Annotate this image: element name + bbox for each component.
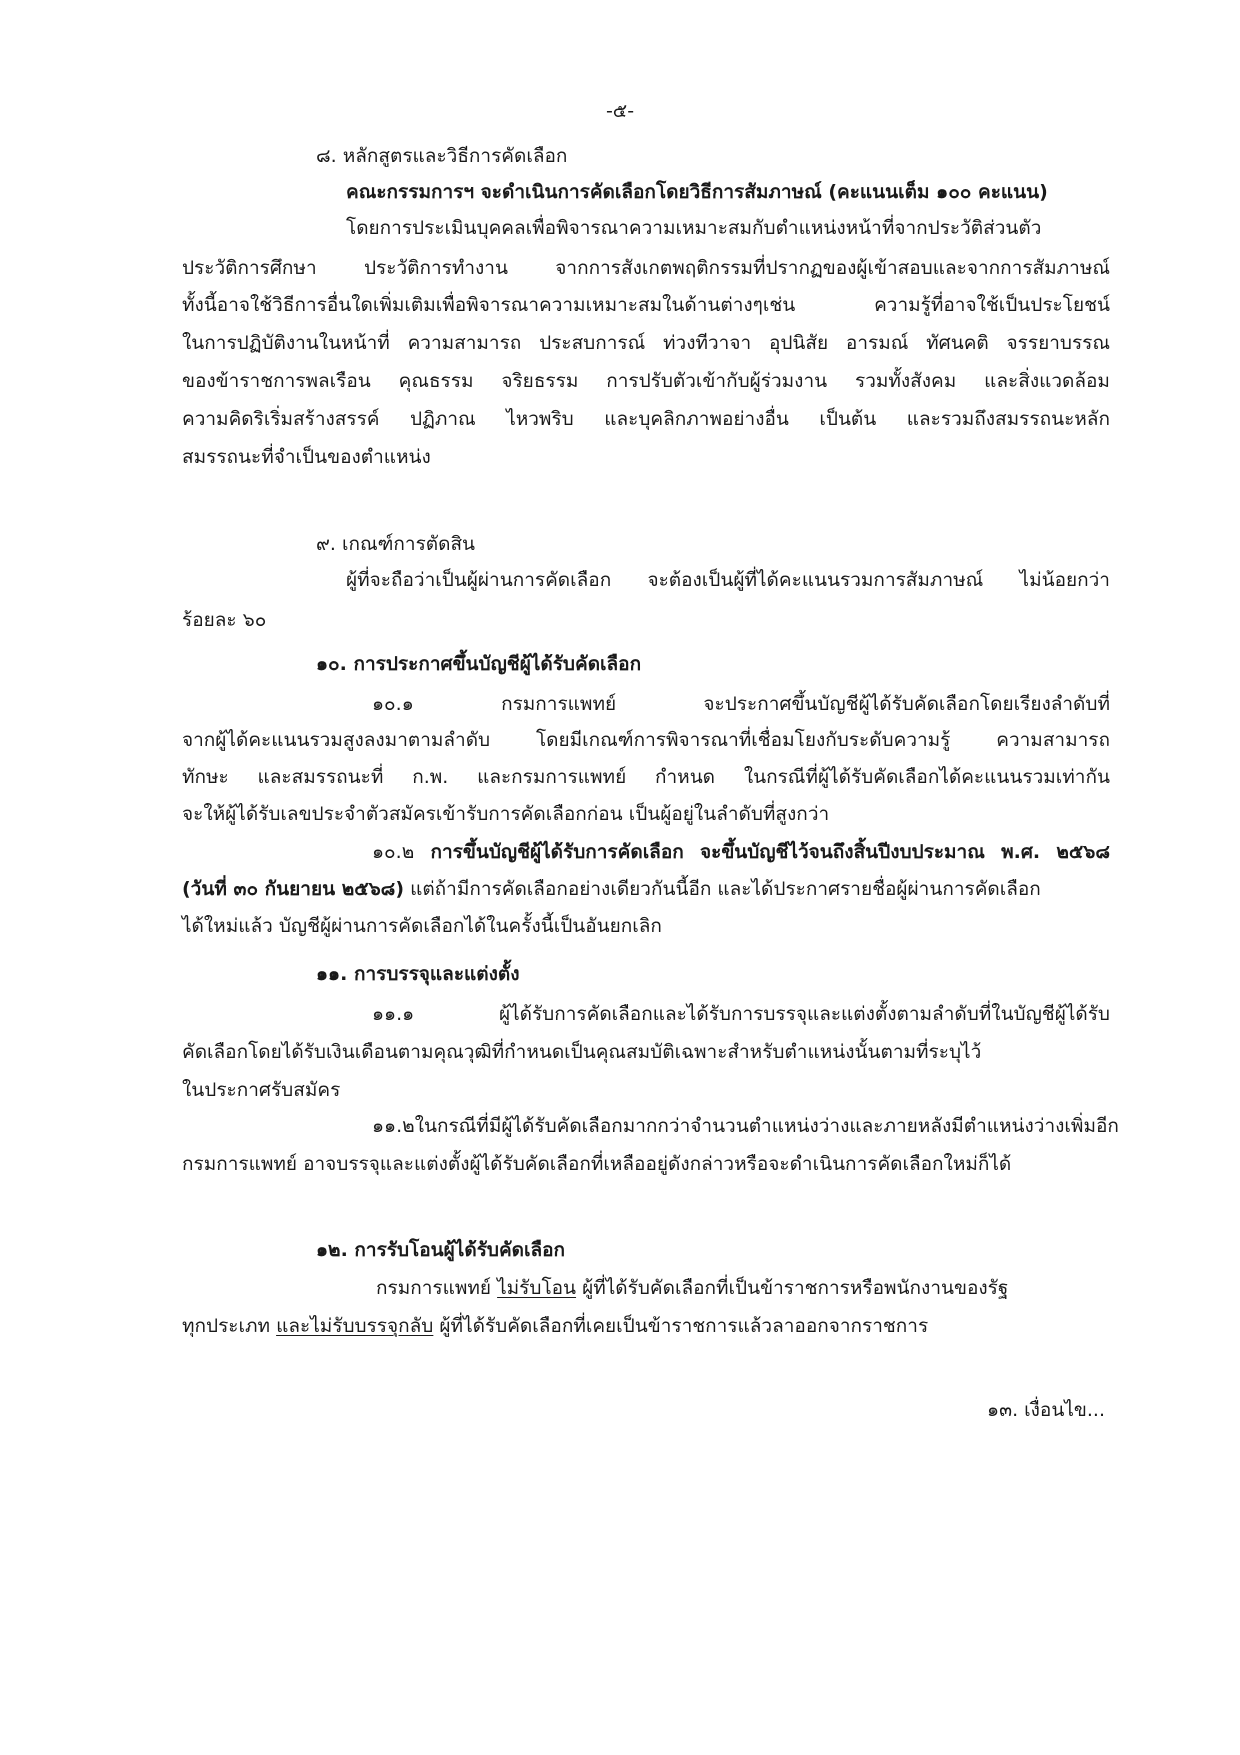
section-8-line: ประวัติการศึกษา ประวัติการทำงาน จากการสังเกตพฤติกรรมที่ปรากฏของผู้เข้าสอบและจากการสัมภาษณ์ [182, 257, 1110, 279]
section-11-heading: ๑๑. การบรรจุและแต่งตั้ง [316, 963, 520, 985]
section-11-2-line: ๑๑.๒ ในกรณีที่มีผู้ได้รับคัดเลือกมากกว่าจำนวนตำแหน่งว่างและภายหลังมีตำแหน่งว่างเพิ่มอีก [372, 1115, 1119, 1137]
emphasis-no-transfer: ไม่รับโอน [497, 1277, 577, 1299]
section-11-1-line: คัดเลือกโดยได้รับเงินเดือนตามคุณวุฒิที่กำหนดเป็นคุณสมบัติเฉพาะสำหรับตำแหน่งนั้นตามที่ระบุไว้ [182, 1041, 982, 1063]
section-10-1-line: จะให้ผู้ได้รับเลขประจำตัวสมัครเข้ารับการคัดเลือกก่อน เป็นผู้อยู่ในลำดับที่สูงกว่า [182, 803, 830, 825]
section-8-heading: ๘. หลักสูตรและวิธีการคัดเลือก [316, 145, 568, 167]
section-10-heading: ๑๐. การประกาศขึ้นบัญชีผู้ได้รับคัดเลือก [316, 653, 642, 675]
emphasis-no-reinstatement: และไม่รับบรรจุกลับ [276, 1315, 434, 1337]
section-10-1-line: จากผู้ได้คะแนนรวมสูงลงมาตามลำดับ โดยมีเกณฑ์การพิจารณาที่เชื่อมโยงกับระดับความรู้ ความสามารถ [182, 729, 1110, 751]
section-8-line: โดยการประเมินบุคคลเพื่อพิจารณาความเหมาะสมกับตำแหน่งหน้าที่จากประวัติส่วนตัว [346, 217, 1042, 239]
section-10-2-line: (วันที่ ๓๐ กันยายน ๒๕๖๘) แต่ถ้ามีการคัดเลือกอย่างเดียวกันนี้อีก และได้ประกาศรายชื่อผู้ผ่านการคัดเลือก [182, 878, 1041, 900]
page-number: -๕- [605, 100, 635, 122]
section-12-heading: ๑๒. การรับโอนผู้ได้รับคัดเลือก [316, 1239, 566, 1261]
section-10-1-line: ทักษะ และสมรรถนะที่ ก.พ. และกรมการแพทย์ กำหนด ในกรณีที่ผู้ได้รับคัดเลือกได้คะแนนรวมเท่ากัน [182, 766, 1110, 788]
section-10-2-line: ได้ใหม่แล้ว บัญชีผู้ผ่านการคัดเลือกได้ในครั้งนี้เป็นอันยกเลิก [182, 915, 662, 937]
section-8-line: ทั้งนี้อาจใช้วิธีการอื่นใดเพิ่มเติมเพื่อพิจารณาความเหมาะสมในด้านต่างๆเช่น ความรู้ที่อาจใช้เป็นประโยชน์ [182, 294, 1110, 316]
continuation-marker: ๑๓. เงื่อนไข... [987, 1399, 1105, 1421]
section-10-1-line: ๑๐.๑ กรมการแพทย์ จะประกาศขึ้นบัญชีผู้ได้รับคัดเลือกโดยเรียงลำดับที่ [372, 693, 1110, 715]
section-11-1-line: ๑๑.๑ ผู้ได้รับการคัดเลือกและได้รับการบรรจุและแต่งตั้งตามลำดับที่ในบัญชีผู้ได้รับ [372, 1003, 1110, 1025]
section-9-line: ผู้ที่จะถือว่าเป็นผู้ผ่านการคัดเลือก จะต้องเป็นผู้ที่ได้คะแนนรวมการสัมภาษณ์ ไม่น้อยกว่า [346, 569, 1110, 591]
section-12-line: ทุกประเภท และไม่รับบรรจุกลับ ผู้ที่ได้รับคัดเลือกที่เคยเป็นข้าราชการแล้วลาออกจากราชการ [182, 1315, 929, 1337]
section-12-line: กรมการแพทย์ ไม่รับโอน ผู้ที่ได้รับคัดเลือกที่เป็นข้าราชการหรือพนักงานของรัฐ [376, 1277, 1009, 1299]
section-8-line: สมรรถนะที่จำเป็นของตำแหน่ง [182, 446, 431, 468]
section-11-2-line: กรมการแพทย์ อาจบรรจุและแต่งตั้งผู้ได้รับคัดเลือกที่เหลืออยู่ดังกล่าวหรือจะดำเนินการคัดเลือกใหม่ก็ได้ [182, 1153, 1012, 1175]
section-8-line: ในการปฏิบัติงานในหน้าที่ ความสามารถ ประสบการณ์ ท่วงทีวาจา อุปนิสัย อารมณ์ ทัศนคติ จรรยาบรรณ [182, 332, 1110, 354]
section-8-line: ของข้าราชการพลเรือน คุณธรรม จริยธรรม การปรับตัวเข้ากับผู้ร่วมงาน รวมทั้งสังคม และสิ่งแวดล้อม [182, 370, 1110, 392]
section-8-line: ความคิดริเริ่มสร้างสรรค์ ปฏิภาณ ไหวพริบ และบุคลิกภาพอย่างอื่น เป็นต้น และรวมถึงสมรรถนะหลัก [182, 408, 1110, 430]
section-8-subheading: คณะกรรมการฯ จะดำเนินการคัดเลือกโดยวิธีการสัมภาษณ์ (คะแนนเต็ม ๑๐๐ คะแนน) [346, 181, 1048, 203]
section-10-2-line: ๑๐.๒ การขึ้นบัญชีผู้ได้รับการคัดเลือก จะขึ้นบัญชีไว้จนถึงสิ้นปีงบประมาณ พ.ศ. ๒๕๖๘ [372, 841, 1110, 863]
section-11-1-line: ในประกาศรับสมัคร [182, 1079, 341, 1101]
section-9-line: ร้อยละ ๖๐ [182, 609, 267, 631]
section-9-heading: ๙. เกณฑ์การตัดสิน [316, 533, 476, 555]
